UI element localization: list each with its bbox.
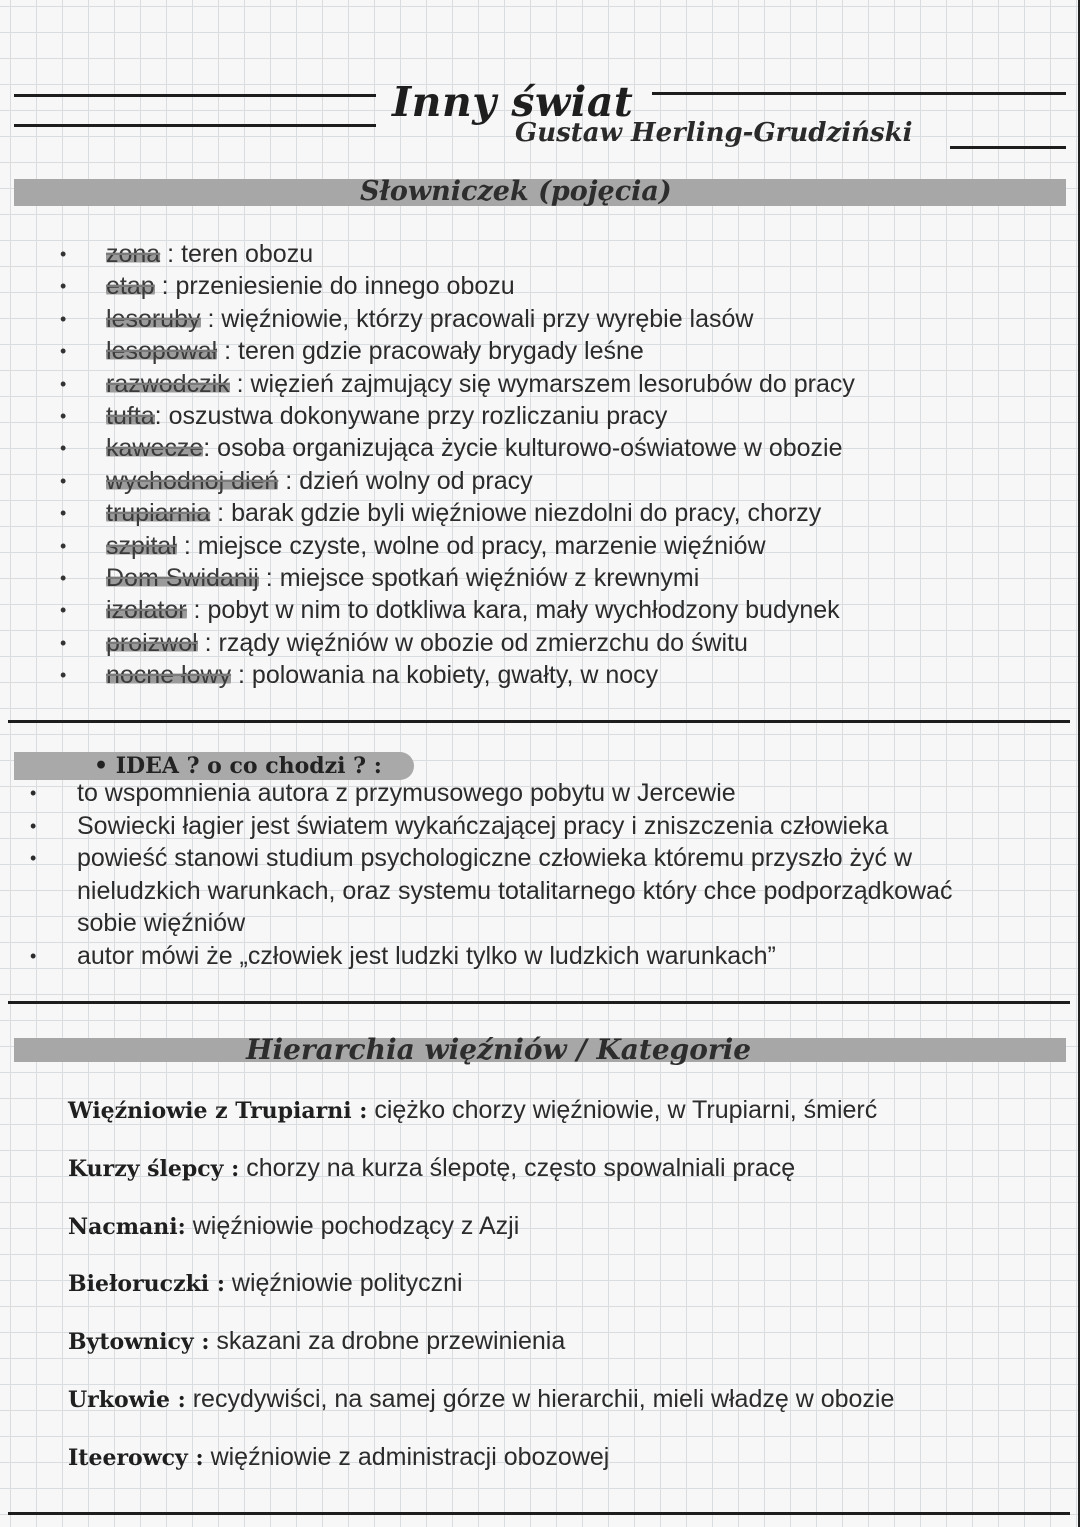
section-divider xyxy=(8,720,1070,723)
glossary-definition: więźniowie, którzy pracowali przy wyrębie lasów xyxy=(221,304,754,333)
glossary-definition: miejsce czyste, wolne od pracy, marzenie więźniów xyxy=(197,531,766,560)
category-name: Biełoruczki : xyxy=(68,1271,225,1298)
header-rule-left-bottom xyxy=(14,124,376,127)
glossary-term: kawecze xyxy=(106,434,204,463)
page-title: Inny świat xyxy=(392,78,634,126)
list-item: • trupiarnia : barak gdzie byli więźniowe niezdolni do pracy, chorzy xyxy=(60,498,855,530)
glossary-term: etap xyxy=(106,272,155,301)
category-name: Bytownicy : xyxy=(68,1329,210,1356)
glossary-definition: rządy więźniów w obozie od zmierzchu do świtu xyxy=(218,628,748,657)
list-item xyxy=(68,1323,894,1381)
glossary-term: tufta xyxy=(106,401,155,430)
glossary-term: zona xyxy=(106,240,161,268)
glossary-list xyxy=(60,239,855,692)
list-item: • lesoruby : więźniowie, którzy pracowali przy wyrębie lasów xyxy=(60,304,855,336)
list-item xyxy=(68,1092,894,1150)
list-item: • to wspomnienia autora z przymusowego pobytu w Jercewie xyxy=(30,777,1007,810)
list-item: • zona : teren obozu xyxy=(60,239,855,271)
list-item: • Dom Swidanij : miejsce spotkań więźniów z krewnymi xyxy=(60,563,855,595)
glossary-term: razwodczik xyxy=(106,369,230,398)
idea-heading: • IDEA ? o co chodzi ? : xyxy=(94,753,382,779)
list-item: • tufta: oszustwa dokonywane przy rozliczaniu pracy xyxy=(60,401,855,433)
category-description: skazani za drobne przewinienia xyxy=(216,1327,566,1356)
glossary-term: Dom Swidanij xyxy=(106,563,259,592)
glossary-term: szpitał xyxy=(106,531,177,560)
category-name: Kurzy ślepcy : xyxy=(68,1155,240,1182)
glossary-heading: Słowniczek (pojęcia) xyxy=(360,176,672,207)
glossary-definition: barak gdzie byli więźniowe niezdolni do pracy, chorzy xyxy=(231,499,822,528)
hierarchy-list xyxy=(68,1092,894,1497)
glossary-definition: pobyt w nim to dotkliwa kara, mały wychłodzony budynek xyxy=(207,596,840,625)
list-item: • powieść stanowi studium psychologiczne człowieka któremu przyszło żyć w nieludzkich warunkach, oraz systemu totalitarnego który chce podporządkować sobie więźniów xyxy=(30,842,1007,940)
author-name: Gustaw Herling-Grudziński xyxy=(515,118,913,148)
list-item xyxy=(68,1265,894,1323)
list-item: • nocne łowy : polowania na kobiety, gwałty, w nocy xyxy=(60,660,855,692)
list-item: • etap : przeniesienie do innego obozu xyxy=(60,271,855,303)
list-item: • szpitał : miejsce czyste, wolne od pracy, marzenie więźniów xyxy=(60,531,855,563)
category-name: Więźniowie z Trupiarni : xyxy=(68,1098,368,1124)
category-description: chorzy na kurza ślepotę, często spowalniali pracę xyxy=(246,1153,796,1182)
category-name: Urkowie : xyxy=(68,1386,186,1413)
list-item: • autor mówi że „człowiek jest ludzki tylko w ludzkich warunkach” xyxy=(30,940,1007,973)
glossary-definition: więzień zajmujący się wymarszem lesorubów do pracy xyxy=(250,369,855,398)
list-item xyxy=(68,1208,894,1266)
glossary-definition: teren gdzie pracowały brygady leśne xyxy=(238,337,644,366)
glossary-term: trupiarnia xyxy=(106,499,211,528)
list-item: • razwodczik : więzień zajmujący się wymarszem lesorubów do pracy xyxy=(60,369,855,401)
list-item: • kawecze: osoba organizująca życie kulturowo-oświatowe w obozie xyxy=(60,433,855,465)
category-name: Nacmani: xyxy=(68,1213,186,1240)
idea-list xyxy=(30,777,1007,972)
category-description: recydywiści, na samej górze w hierarchii, mieli władzę w obozie xyxy=(192,1384,895,1413)
glossary-definition: oszustwa dokonywane przy rozliczaniu pracy xyxy=(168,401,668,430)
header-rule-right-top xyxy=(652,92,1066,95)
glossary-term: izolator xyxy=(106,596,187,625)
list-item: • izolator : pobyt w nim to dotkliwa kara, mały wychłodzony budynek xyxy=(60,595,855,627)
category-description: ciężko chorzy więźniowie, w Trupiarni, śmierć xyxy=(374,1096,878,1124)
header-rule-right-bottom xyxy=(950,146,1066,149)
glossary-term: proizwoł xyxy=(106,628,198,657)
category-name: Iteerowcy : xyxy=(68,1444,204,1471)
glossary-definition: osoba organizująca życie kulturowo-oświatowe w obozie xyxy=(217,434,843,463)
glossary-term: wychodnoj dień xyxy=(106,466,279,495)
glossary-definition: teren obozu xyxy=(181,240,314,268)
list-item: • lesopował : teren gdzie pracowały brygady leśne xyxy=(60,336,855,368)
glossary-definition: miejsce spotkań więźniów z krewnymi xyxy=(279,563,700,592)
category-description: więźniowie pochodzący z Azji xyxy=(192,1211,520,1240)
glossary-term: nocne łowy xyxy=(106,661,232,690)
category-description: więźniowie z administracji obozowej xyxy=(210,1442,610,1471)
glossary-definition: przeniesienie do innego obozu xyxy=(175,272,515,301)
glossary-term: lesopował xyxy=(106,337,218,366)
hierarchy-heading: Hierarchia więźniów / Kategorie xyxy=(246,1033,752,1066)
page-bottom-rule xyxy=(8,1512,1070,1515)
section-divider xyxy=(8,1001,1070,1004)
list-item xyxy=(68,1150,894,1208)
header-rule-left-top xyxy=(14,94,376,97)
list-item xyxy=(68,1381,894,1439)
list-item: • Sowiecki łagier jest światem wykańczającej pracy i zniszczenia człowieka xyxy=(30,810,1007,843)
list-item: • proizwoł : rządy więźniów w obozie od zmierzchu do świtu xyxy=(60,628,855,660)
glossary-term: lesoruby xyxy=(106,304,201,333)
glossary-definition: polowania na kobiety, gwałty, w nocy xyxy=(251,661,659,690)
list-item: • wychodnoj dień : dzień wolny od pracy xyxy=(60,466,855,498)
category-description: więźniowie polityczni xyxy=(231,1269,463,1298)
list-item xyxy=(68,1439,894,1497)
glossary-definition: dzień wolny od pracy xyxy=(299,466,533,495)
